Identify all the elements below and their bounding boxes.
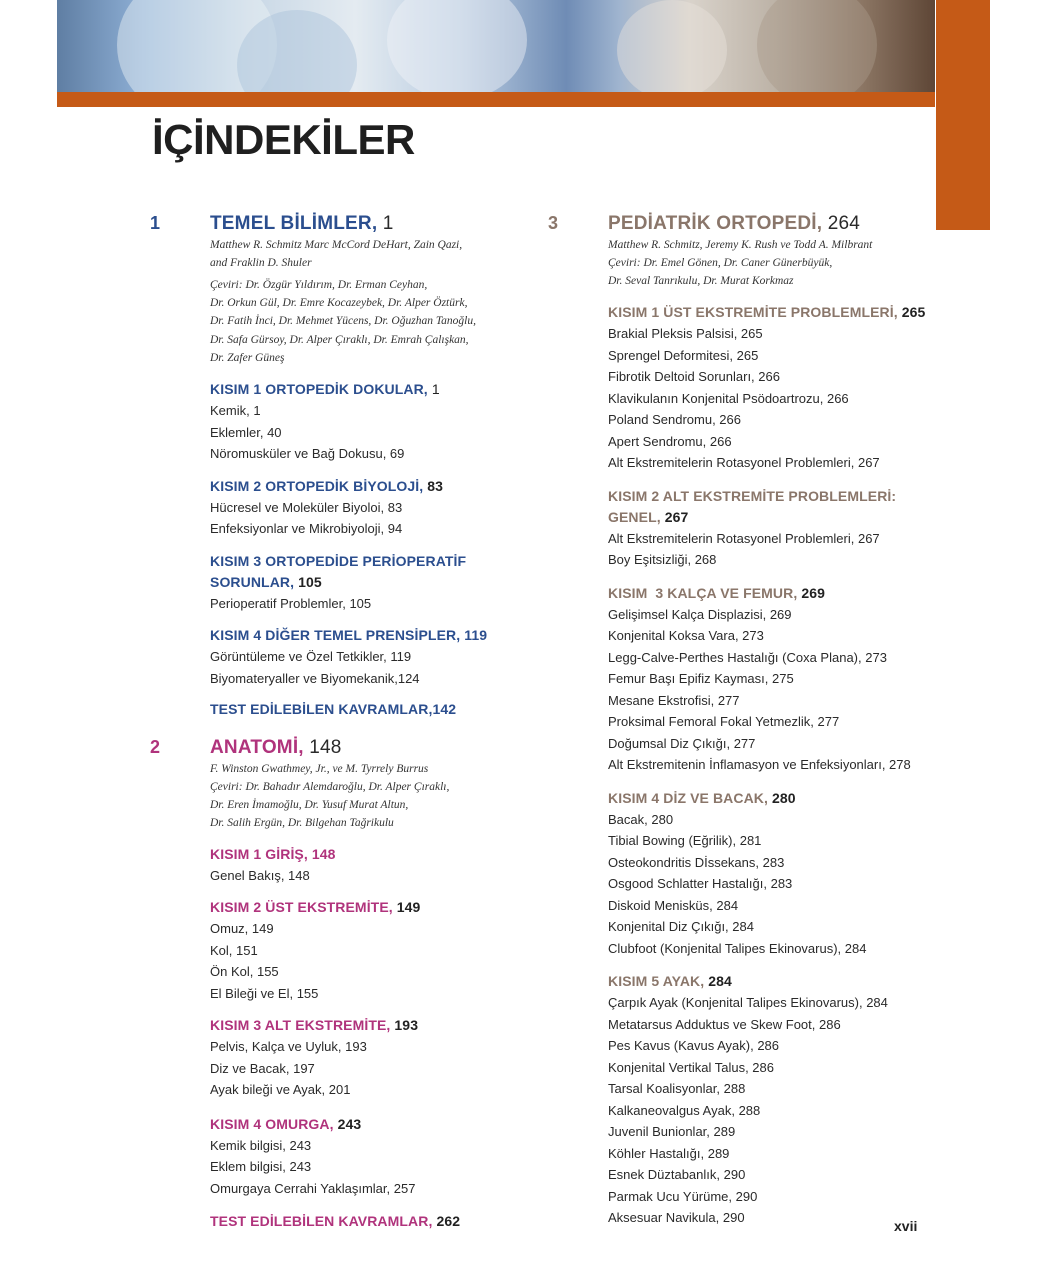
toc-entry[interactable]: Görüntüleme ve Özel Tetkikler, 119: [210, 649, 412, 665]
toc-entry[interactable]: Proksimal Femoral Fokal Yetmezlik, 277: [608, 714, 840, 730]
test-concepts-title[interactable]: TEST EDİLEBİLEN KAVRAMLAR, 262: [210, 1213, 461, 1230]
toc-section: [608, 971, 928, 1229]
chapter-2: [150, 736, 530, 1232]
toc-entry[interactable]: Legg-Calve-Perthes Hastalığı (Coxa Plana), 273: [608, 649, 887, 665]
toc-entry[interactable]: Boy Eşitsizliği, 268: [608, 552, 717, 568]
chapter-3: [548, 212, 928, 1229]
toc-entry[interactable]: Ayak bileği ve Ayak, 201: [210, 1082, 351, 1098]
toc-entry[interactable]: Apert Sendromu, 266: [608, 433, 732, 449]
toc-entry[interactable]: Pes Kavus (Kavus Ayak), 286: [608, 1038, 780, 1054]
toc-entry[interactable]: Alt Ekstremitelerin Rotasyonel Problemleri, 267: [608, 455, 880, 471]
section-title[interactable]: KISIM 4 OMURGA, 243: [210, 1115, 362, 1132]
page-number: xvii: [894, 1218, 918, 1234]
toc-entry[interactable]: Konjenital Koksa Vara, 273: [608, 628, 764, 644]
section-title[interactable]: KISIM 2 ORTOPEDİK BİYOLOJİ, 83: [210, 477, 444, 494]
section-title[interactable]: KISIM 3 ORTOPEDİDE PERİOPERATİF SORUNLAR, 105: [210, 552, 467, 590]
section-title[interactable]: KISIM 4 DİĞER TEMEL PRENSİPLER, 119: [210, 627, 488, 644]
toc-entry[interactable]: Osteokondritis Dİssekans, 283: [608, 854, 785, 870]
toc-section: [210, 379, 530, 465]
toc-entry[interactable]: El Bileği ve El, 155: [210, 985, 319, 1001]
toc-entry[interactable]: Konjenital Vertikal Talus, 286: [608, 1059, 774, 1075]
chapter-translators: Çeviri: Dr. Bahadır Alemdaroğlu, Dr. Alper Çıraklı, Dr. Eren İmamoğlu, Dr. Yusuf Murat Altun, Dr. Salih Ergün, Dr. Bilgehan Tağrikulu: [210, 781, 450, 830]
toc-entry[interactable]: Kalkaneovalgus Ayak, 288: [608, 1102, 761, 1118]
toc-left-column: [150, 212, 530, 1232]
toc-entry[interactable]: Bacak, 280: [608, 811, 674, 827]
toc-entry[interactable]: Alt Ekstremitelerin Rotasyonel Problemleri, 267: [608, 530, 880, 546]
toc-entry[interactable]: Eklemler, 40: [210, 424, 282, 440]
toc-section: [608, 302, 928, 474]
toc-entry[interactable]: Doğumsal Diz Çıkığı, 277: [608, 735, 756, 751]
toc-section: [210, 476, 530, 540]
toc-entry[interactable]: Osgood Schlatter Hastalığı, 283: [608, 876, 793, 892]
toc-entry[interactable]: Alt Ekstremitenin İnflamasyon ve Enfeksiyonları, 278: [608, 757, 911, 773]
chapter-translators: Çeviri: Dr. Özgür Yıldırım, Dr. Erman Ceyhan, Dr. Orkun Gül, Dr. Emre Kocazeybek, Dr. Alper Öztürk, Dr. Fatih İnci, Dr. Mehmet Yücens, Dr. Oğuzhan Tanoğlu, Dr. Safa Gürsoy, Dr. Alper Çıraklı, Dr. Emrah Çalışkan, Dr. Zafer Güneş: [210, 279, 476, 364]
toc-entry[interactable]: Gelişimsel Kalça Displazisi, 269: [608, 606, 792, 622]
toc-entry[interactable]: Eklem bilgisi, 243: [210, 1159, 312, 1175]
toc-entry[interactable]: Tibial Bowing (Eğrilik), 281: [608, 833, 762, 849]
toc-entry[interactable]: Tarsal Koalisyonlar, 288: [608, 1081, 746, 1097]
toc-section: [210, 625, 530, 689]
section-title[interactable]: KISIM 1 ÜST EKSTREMİTE PROBLEMLERİ, 265: [608, 304, 926, 321]
toc-entry[interactable]: Diskoid Menisküs, 284: [608, 897, 739, 913]
chapter-1: [150, 212, 530, 720]
toc-entry[interactable]: Pelvis, Kalça ve Uyluk, 193: [210, 1039, 367, 1055]
toc-right-column: [548, 212, 928, 1229]
toc-entry[interactable]: Clubfoot (Konjenital Talipes Ekinovarus), 284: [608, 940, 867, 956]
toc-entry[interactable]: Metatarsus Adduktus ve Skew Foot, 286: [608, 1016, 841, 1032]
toc-entry[interactable]: Esnek Düztabanlık, 290: [608, 1167, 746, 1183]
toc-entry[interactable]: Nöromusküler ve Bağ Dokusu, 69: [210, 446, 405, 462]
test-concepts-title[interactable]: TEST EDİLEBİLEN KAVRAMLAR,142: [210, 701, 457, 718]
section-title[interactable]: KISIM 1 GİRİŞ, 148: [210, 845, 336, 862]
toc-entry[interactable]: Diz ve Bacak, 197: [210, 1060, 315, 1076]
toc-entry[interactable]: Mesane Ekstrofisi, 277: [608, 692, 740, 708]
toc-entry[interactable]: Brakial Pleksis Palsisi, 265: [608, 326, 763, 342]
toc-entry[interactable]: Klavikulanın Konjenital Psödoartrozu, 266: [608, 390, 849, 406]
toc-section: [608, 486, 928, 571]
toc-entry[interactable]: Omuz, 149: [210, 921, 274, 937]
chapter-number: 3: [548, 213, 559, 233]
page-title: İÇİNDEKİLER: [152, 116, 415, 163]
toc-entry[interactable]: Hücresel ve Moleküler Biyoloi, 83: [210, 499, 403, 515]
toc-entry[interactable]: Fibrotik Deltoid Sorunları, 266: [608, 369, 780, 385]
toc-section: [210, 551, 530, 615]
section-title[interactable]: KISIM 2 ALT EKSTREMİTE PROBLEMLERİ: GENEL, 267: [608, 487, 897, 525]
chapter-title[interactable]: PEDİATRİK ORTOPEDİ, 264: [608, 213, 861, 234]
toc-entry[interactable]: Perioperatif Problemler, 105: [210, 595, 372, 611]
chapter-authors: F. Winston Gwathmey, Jr., ve M. Tyrrely Burrus: [210, 763, 429, 776]
toc-entry[interactable]: Ön Kol, 155: [210, 964, 279, 980]
toc-section: [210, 699, 530, 720]
toc-entry[interactable]: Poland Sendromu, 266: [608, 412, 741, 428]
toc-entry[interactable]: Aksesuar Navikula, 290: [608, 1210, 745, 1226]
toc-entry[interactable]: Genel Bakış, 148: [210, 867, 310, 883]
toc-entry[interactable]: Çarpık Ayak (Konjenital Talipes Ekinovarus), 284: [608, 995, 888, 1011]
chapter-title[interactable]: ANATOMİ, 148: [210, 737, 342, 759]
toc-entry[interactable]: Konjenital Diz Çıkığı, 284: [608, 919, 754, 935]
toc-section: [210, 897, 530, 1004]
toc-entry[interactable]: Femur Başı Epifiz Kayması, 275: [608, 671, 794, 687]
section-title[interactable]: KISIM 1 ORTOPEDİK DOKULAR, 1: [210, 381, 440, 398]
chapter-title[interactable]: TEMEL BİLİMLER, 1: [210, 213, 394, 234]
chapter-number: 1: [150, 213, 161, 233]
toc-entry[interactable]: Sprengel Deformitesi, 265: [608, 347, 759, 363]
toc-section: [210, 844, 530, 887]
toc-entry[interactable]: Parmak Ucu Yürüme, 290: [608, 1188, 758, 1204]
header-accent-rule: [57, 92, 935, 107]
toc-entry[interactable]: Köhler Hastalığı, 289: [608, 1145, 730, 1161]
section-title[interactable]: KISIM 3 ALT EKSTREMİTE, 193: [210, 1017, 419, 1034]
toc-entry[interactable]: Kol, 151: [210, 942, 258, 958]
toc-entry[interactable]: Omurgaya Cerrahi Yaklaşımlar, 257: [210, 1180, 416, 1196]
chapter-number: 2: [150, 737, 161, 758]
toc-section: [210, 1211, 530, 1232]
toc-entry[interactable]: Juvenil Bunionlar, 289: [608, 1124, 736, 1140]
section-title[interactable]: KISIM 4 DİZ VE BACAK, 280: [608, 789, 796, 806]
side-tab-marker: [936, 0, 990, 230]
section-title[interactable]: KISIM 5 AYAK, 284: [608, 973, 732, 990]
toc-entry[interactable]: Kemik, 1: [210, 403, 261, 419]
toc-section: [210, 1114, 530, 1200]
section-title[interactable]: KISIM 3 KALÇA VE FEMUR, 269: [608, 584, 826, 601]
chapter-authors: Matthew R. Schmitz Marc McCord DeHart, Zain Qazi, and Fraklin D. Shuler: [210, 239, 463, 269]
toc-section: [608, 788, 928, 960]
toc-section: [210, 1015, 530, 1101]
toc-entry[interactable]: Biyomateryaller ve Biyomekanik,124: [210, 670, 420, 686]
chapter-translators: Çeviri: Dr. Emel Gönen, Dr. Caner Günerbüyük, Dr. Seval Tanrıkulu, Dr. Murat Korkmaz: [608, 257, 833, 288]
chapter-authors: Matthew R. Schmitz, Jeremy K. Rush ve Todd A. Milbrant: [608, 239, 873, 251]
toc-section: [608, 583, 928, 776]
header-banner-image: [57, 0, 935, 92]
toc-entry[interactable]: Kemik bilgisi, 243: [210, 1137, 312, 1153]
section-title[interactable]: KISIM 2 ÜST EKSTREMİTE, 149: [210, 899, 421, 916]
toc-entry[interactable]: Enfeksiyonlar ve Mikrobiyoloji, 94: [210, 521, 403, 537]
